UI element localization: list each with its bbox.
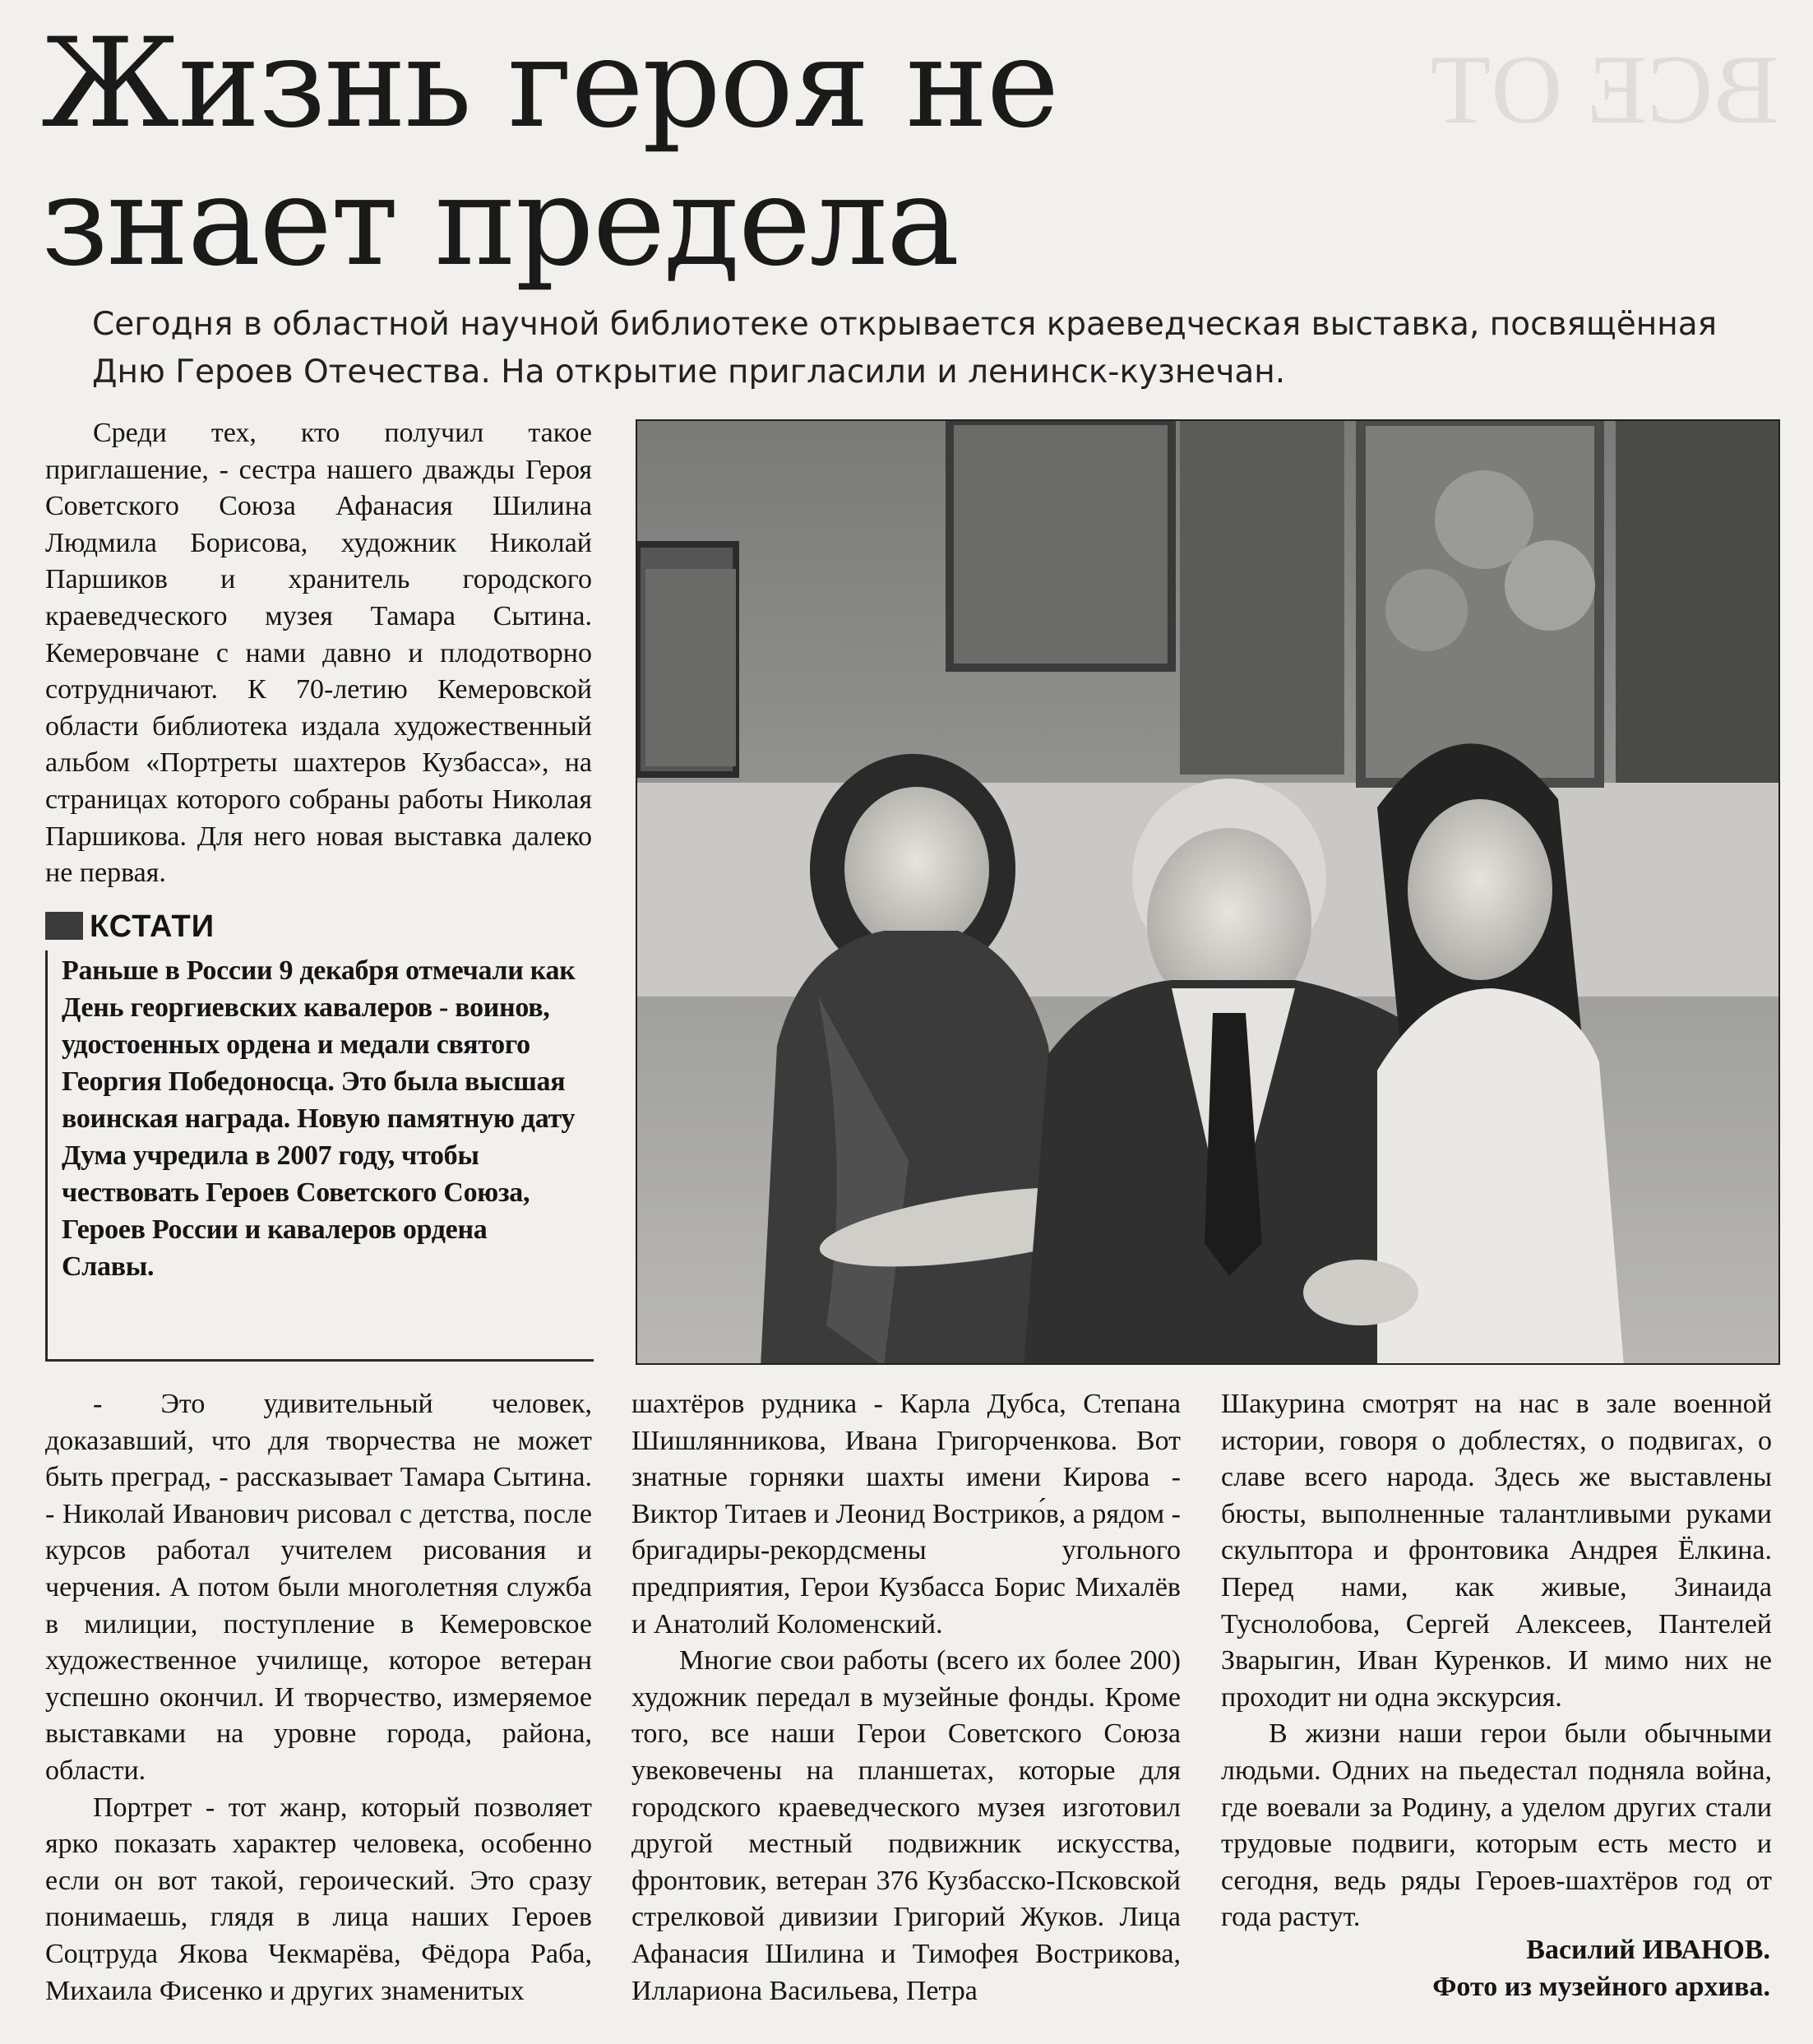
body-column-3 <box>1221 1386 1772 1936</box>
headline: Жизнь героя не знает предела <box>41 12 1058 294</box>
photo-illustration <box>637 421 1780 1365</box>
author-name: Василий ИВАНОВ. <box>1526 1935 1770 1965</box>
sidebar-text: Раньше в России 9 декабря отмечали как День георгиевских кавалеров - воинов, удостоенных ордена и медали святого Георгия Победоносца. Это была высшая воинская награда. Новую памятную дату Дума учредила в 2007 году, чтобы чествовать Героев Советского Союза, Героев России и кавалеров ордена Славы. <box>62 955 576 1282</box>
square-bullet-icon <box>45 912 83 940</box>
body-paragraph: В жизни наши герои были обычными людьми. Одних на пьедестал подняла война, где воевали за Родину, а уделом других стали трудовые подвиги, которым есть место и сегодня, ведь ряды Героев-шахтёров год от года растут. <box>1221 1718 1772 1933</box>
intro-column <box>45 415 592 892</box>
body-paragraph: Многие свои работы (всего их более 200) художник передал в музейные фонды. Кроме того, все наши Герои Советского Союза увековечены на планшетах, которые для городского краеведческого музея изготовил другой местный подвижник искусства, фронтовик, ветеран 376 Кузбасско-Псковской стрелковой дивизии Григорий Жуков. Лица Афанасия Шилина и Тимофея Вострикова, Иллариона Васильева, Петра <box>631 1645 1181 2006</box>
article-photo <box>636 419 1780 1365</box>
lead-paragraph: Сегодня в областной научной библиотеке открывается краеведческая выставка, посвящённая Дню Героев Отечества. На открытие пригласили и ленинск-кузнечан. <box>92 306 1718 391</box>
body-column-2 <box>631 1386 1181 2009</box>
body-column-1 <box>45 1386 592 2009</box>
body-paragraph: Шакурина смотрят на нас в зале военной истории, говоря о доблестях, о подвигах, о славе всего народа. Здесь же выставлены бюсты, выполненные талантливыми руками скульптора и фронтовика Андрея Ёлкина. Перед нами, как живые, Зинаида Туснолобова, Сергей Алексеев, Пантелей Зварыгин, Иван Куренков. И мимо них не проходит ни одна экскурсия. <box>1221 1389 1772 1713</box>
photo-credit: Фото из музейного архива. <box>1432 1971 1770 2002</box>
sidebar-heading-label: КСТАТИ <box>90 909 215 944</box>
sidebar-heading <box>45 908 215 946</box>
intro-paragraph: Среди тех, кто получил такое приглашение, - сестра нашего дважды Героя Советского Союза Афанасия Шилина Людмила Борисова, художник Николай Паршиков и хранитель городского краеведческого музея Тамара Сытина. Кемеровчане с нами давно и плодотворно сотрудничают. К 70-летию Кемеровской области библиотека издала художественный альбом «Портреты шахтеров Кузбасса», на страницах которого собраны работы Николая Паршикова. Для него новая выставка далеко не первая. <box>45 418 592 889</box>
byline <box>1432 1932 1770 2005</box>
body-paragraph: шахтёров рудника - Карла Дубса, Степана Шишлянникова, Ивана Григорченкова. Вот знатные горняки шахты имени Кирова - Виктор Титаев и Леонид Вострико́в, а рядом - бригадиры-рекордсмены угольного предприятия, Герои Кузбасса Борис Михалёв и Анатолий Коломенский. <box>631 1389 1181 1639</box>
body-paragraph: - Это удивительный человек, доказавший, что для творчества не может быть преград, - рассказывает Тамара Сытина. - Николай Иванович рисовал с детства, после курсов работал учителем рисования и черчения. А потом были многолетняя служба в милиции, поступление в Кемеровское художественное училище, которое ветеран успешно окончил. И творчество, измеряемое выставками на уровне города, района, области. <box>45 1389 592 1786</box>
bleed-through-text: ВСЕ ОТ <box>1431 35 1779 144</box>
body-paragraph: Портрет - тот жанр, который позволяет ярко показать характер человека, особенно если он вот такой, героический. Это сразу понимаешь, глядя в лица наших Героев Соцтруда Якова Чекмарёва, Фёдора Раба, Михаила Фисенко и других знаменитых <box>45 1792 592 2006</box>
